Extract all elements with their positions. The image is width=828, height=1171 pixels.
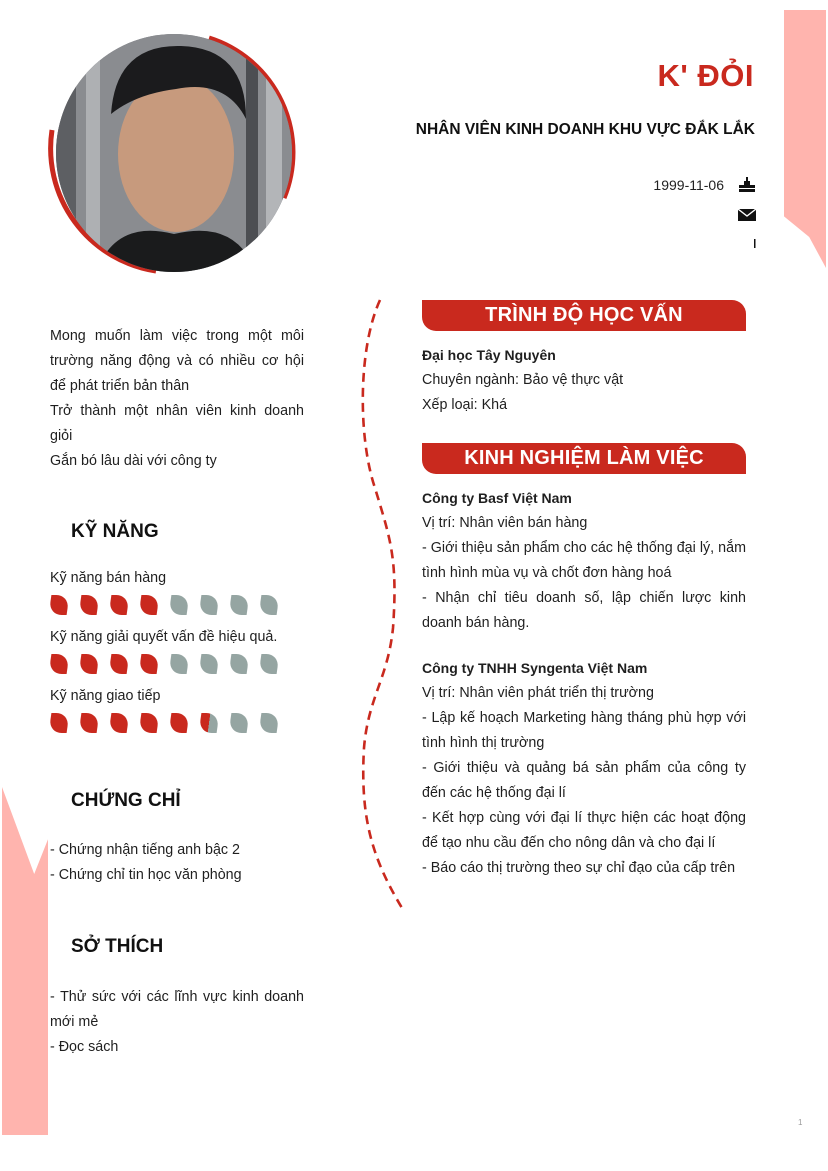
rating-leaf-empty-icon <box>259 654 280 674</box>
skills-list <box>50 566 304 743</box>
rating-leaf-filled-icon <box>79 713 100 733</box>
wavy-divider <box>360 298 420 910</box>
task: - Kết hợp cùng với đại lí thực hiện các hoạt động để tạo nhu cầu đến cho nông dân và cho đại lí <box>422 810 746 851</box>
rating-leaf-filled-icon <box>79 595 100 615</box>
experience-entry <box>422 656 746 881</box>
contact-dob <box>653 177 756 193</box>
skill-item <box>50 566 304 625</box>
experience-entry <box>422 486 746 636</box>
rating-leaf-empty-icon <box>229 713 250 733</box>
objective-line: Gắn bó lâu dài với công ty <box>50 453 217 469</box>
company-name: Công ty Basf Việt Nam <box>422 490 572 506</box>
rating-leaf-filled-icon <box>139 595 160 615</box>
page-number: 1 <box>798 1118 803 1127</box>
skill-item <box>50 625 304 684</box>
task: - Lập kế hoạch Marketing hàng tháng phù hợp với tình hình thị trường <box>422 710 746 751</box>
certificate-item: - Chứng nhận tiếng anh bậc 2 <box>50 842 241 858</box>
dob-value: 1999-11-06 <box>653 177 724 193</box>
decorative-corner-left <box>2 787 48 1135</box>
rating-leaf-filled-icon <box>49 654 70 674</box>
contact-email <box>724 207 756 223</box>
job-title: NHÂN VIÊN KINH DOANH KHU VỰC ĐẮK LẮK <box>415 121 755 138</box>
company-name: Công ty TNHH Syngenta Việt Nam <box>422 660 648 676</box>
task: - Giới thiệu sản phẩm cho các hệ thống đại lý, nắm tình hình mùa vụ và chốt đơn hàng hoá <box>422 540 746 581</box>
skill-label: Kỹ năng giao tiếp <box>50 688 161 704</box>
skill-item <box>50 684 304 743</box>
avatar <box>56 34 292 272</box>
task: - Báo cáo thị trường theo sự chỉ đạo của cấp trên <box>422 860 736 876</box>
education-entry <box>422 343 746 418</box>
rating-leaf-filled-icon <box>139 713 160 733</box>
skills-heading: KỸ NĂNG <box>71 521 159 542</box>
rating-leaf-empty-icon <box>259 595 280 615</box>
hobbies-list <box>50 985 304 1060</box>
objective-line: Trở thành một nhân viên kinh doanh giỏi <box>50 403 304 444</box>
skill-rating <box>50 590 304 625</box>
decorative-corner-right <box>784 10 826 268</box>
hobby-item: - Đọc sách <box>50 1039 119 1055</box>
rating-leaf-filled-icon <box>49 713 70 733</box>
task: - Nhận chỉ tiêu doanh số, lập chiến lược kinh doanh bán hàng. <box>422 590 746 631</box>
school-name: Đại học Tây Nguyên <box>422 347 556 363</box>
rating-leaf-filled-icon <box>109 595 130 615</box>
certificates-heading: CHỨNG CHỈ <box>71 790 181 811</box>
position: Vị trí: Nhân viên phát triển thị trường <box>422 685 654 701</box>
skill-label: Kỹ năng giải quyết vấn đề hiệu quả. <box>50 629 278 645</box>
hobby-item: - Thử sức với các lĩnh vực kinh doanh mới mẻ <box>50 989 304 1030</box>
major: Chuyên ngành: Bảo vệ thực vật <box>422 372 624 388</box>
rating-leaf-filled-icon <box>79 654 100 674</box>
candidate-name: K' ĐỎI <box>657 58 754 93</box>
contact-phone <box>724 235 756 251</box>
rating-leaf-filled-icon <box>139 654 160 674</box>
position: Vị trí: Nhân viên bán hàng <box>422 515 588 531</box>
skill-rating <box>50 649 304 684</box>
rating-leaf-filled-icon <box>169 713 190 733</box>
grade: Xếp loại: Khá <box>422 397 508 413</box>
certificates-list <box>50 838 304 888</box>
task: - Giới thiệu và quảng bá sản phẩm của công ty đến các hệ thống đại lí <box>422 760 746 801</box>
objective-line: Mong muốn làm việc trong một môi trường năng động và có nhiều cơ hội để phát triển bản thân <box>50 328 304 394</box>
rating-leaf-empty-icon <box>199 654 220 674</box>
education-section <box>422 300 746 418</box>
envelope-icon <box>738 207 756 223</box>
rating-leaf-empty-icon <box>169 654 190 674</box>
rating-leaf-empty-icon <box>259 713 280 733</box>
rating-leaf-empty-icon <box>229 654 250 674</box>
rating-leaf-half-icon <box>199 713 220 733</box>
rating-leaf-filled-icon <box>109 654 130 674</box>
certificate-item: - Chứng chỉ tin học văn phòng <box>50 867 242 883</box>
skill-rating <box>50 708 304 743</box>
rating-leaf-empty-icon <box>199 595 220 615</box>
skill-label: Kỹ năng bán hàng <box>50 570 167 586</box>
rating-leaf-empty-icon <box>169 595 190 615</box>
birthday-cake-icon <box>738 177 756 193</box>
experience-heading: KINH NGHIỆM LÀM VIỆC <box>422 443 746 474</box>
rating-leaf-filled-icon <box>109 713 130 733</box>
education-heading: TRÌNH ĐỘ HỌC VẤN <box>422 300 746 331</box>
profile-photo-frame <box>46 30 302 276</box>
rating-leaf-empty-icon <box>229 595 250 615</box>
experience-list <box>422 486 746 881</box>
phone-icon <box>738 235 756 251</box>
rating-leaf-filled-icon <box>49 595 70 615</box>
career-objective <box>50 324 304 474</box>
hobbies-heading: SỞ THÍCH <box>71 936 164 957</box>
experience-section <box>422 443 746 881</box>
